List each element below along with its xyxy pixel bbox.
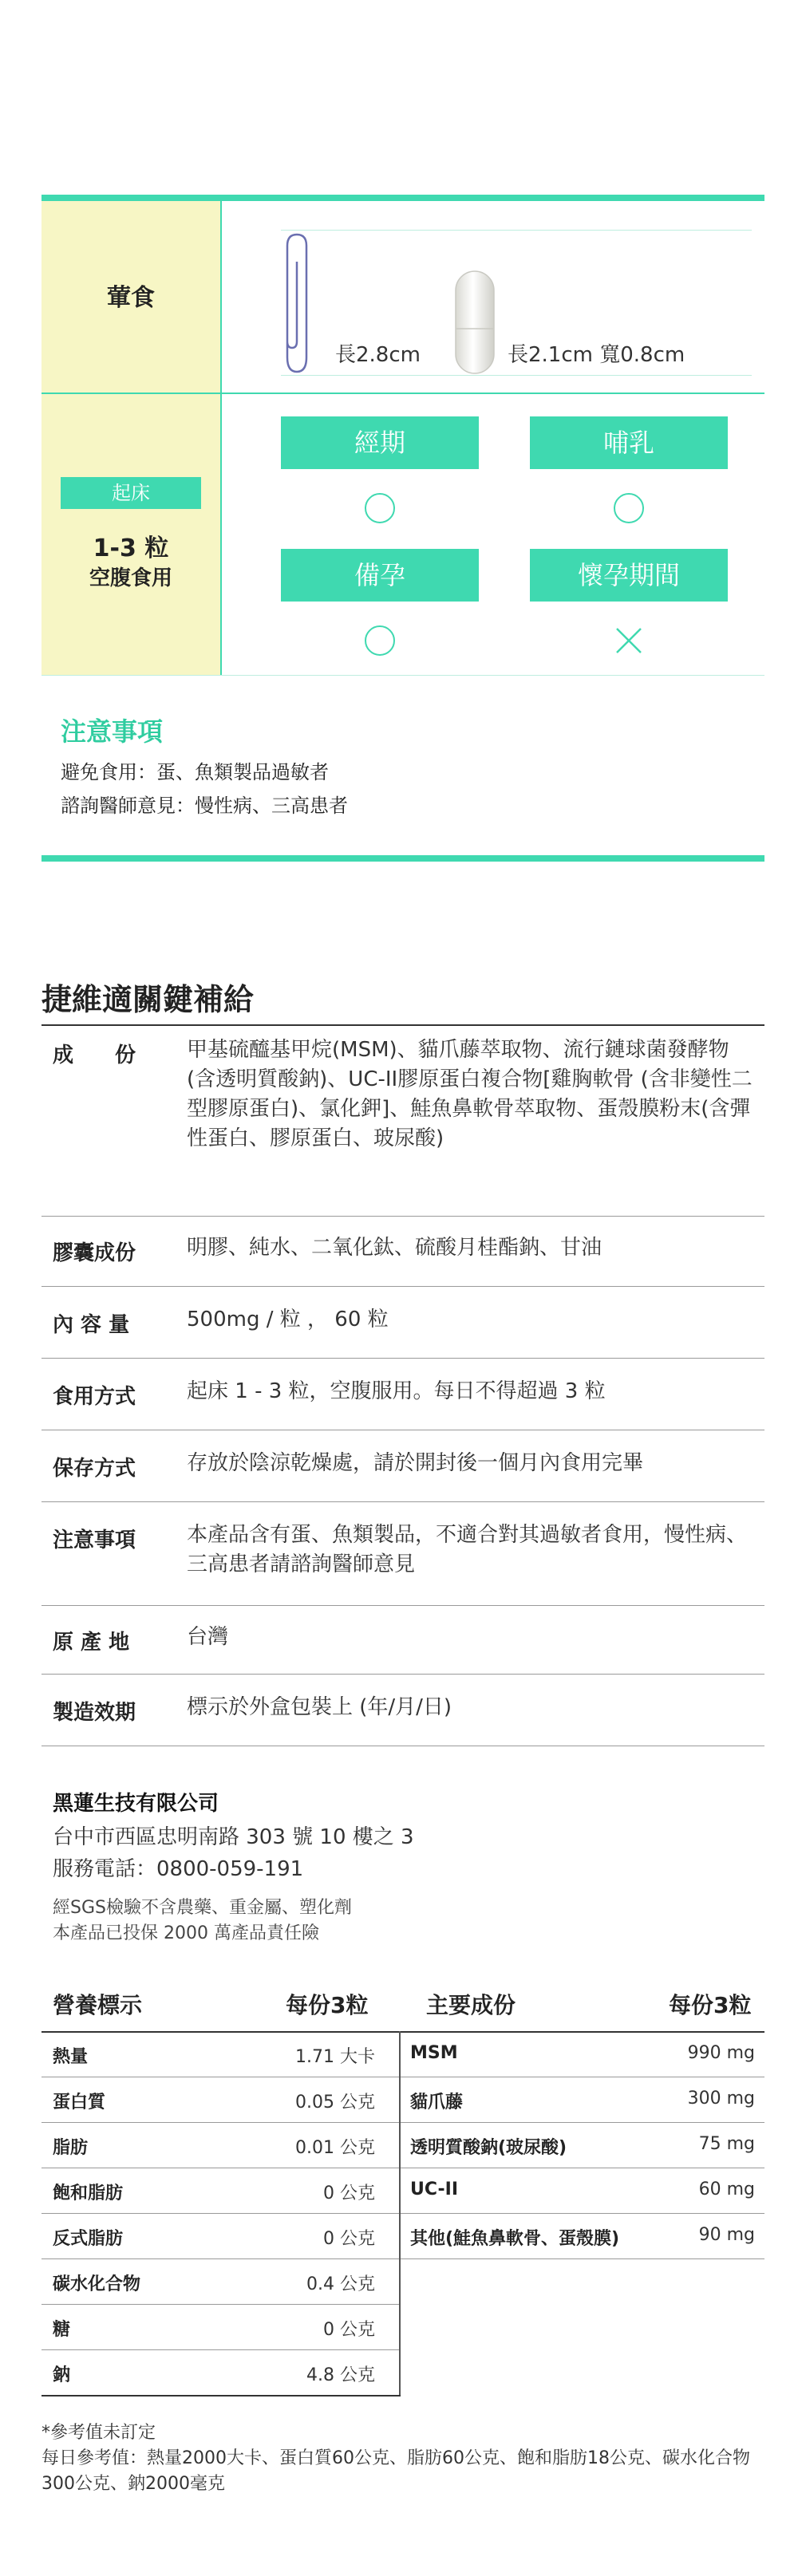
usage-side-column: [41, 201, 220, 675]
nutrition-bottom-rule: [41, 2395, 401, 2397]
nutrition-row-rule: [41, 2258, 399, 2259]
company-address: 台中市西區忠明南路 303 號 10 樓之 3: [53, 1825, 414, 1849]
ingredient-row-value: 300 mg: [687, 2089, 755, 2109]
capsule-icon: [452, 270, 497, 375]
nutrition-row-rule: [41, 2122, 399, 2123]
spec-row-rule: [41, 1286, 764, 1287]
nutrition-row-value: 0.01 公克: [295, 2138, 375, 2158]
footnote-daily-values: 每日參考值：熱量2000大卡、蛋白質60公克、脂肪60公克、飽和脂肪18公克、碳水化合物300公克、鈉2000毫克: [41, 2448, 750, 2494]
ingredient-row-label: MSM: [410, 2043, 458, 2063]
capsule-size-text: 長2.1cm 寬0.8cm: [508, 343, 685, 367]
size-guide-line: [281, 230, 752, 231]
notice-line: 諮詢醫師意見：慢性病、三高患者: [61, 795, 348, 817]
spec-row-rule: [41, 1501, 764, 1502]
spec-label-origin: 原 產 地: [53, 1631, 130, 1655]
ingredient-row-rule: [401, 2258, 764, 2259]
dose-instruction: 空腹食用: [89, 566, 172, 590]
nutrition-row-value: 0 公克: [323, 2320, 375, 2340]
notice-title: 注意事項: [61, 716, 164, 747]
usage-column-divider: [220, 201, 222, 675]
nutrition-row-value: 0 公克: [323, 2229, 375, 2249]
nutrition-row-rule: [41, 2349, 399, 2350]
notice-divider: [41, 855, 764, 862]
spec-row-rule: [41, 1358, 764, 1359]
nutrition-heading: 營養標示: [53, 1992, 143, 2018]
suitable-circle-icon: [365, 625, 395, 656]
nutrition-top-rule: [41, 2031, 764, 2033]
ingredient-row-value: 60 mg: [698, 2180, 755, 2199]
nutrition-row-label: 碳水化合物: [53, 2274, 141, 2294]
ingredient-row-rule: [401, 2122, 764, 2123]
ingredient-row-rule: [401, 2213, 764, 2214]
nutrition-serving: 每份3粒: [286, 1992, 369, 2018]
usage-row-divider: [41, 393, 764, 394]
situation-menstruation: 經期: [281, 416, 479, 469]
spec-title: 捷維適關鍵補給: [41, 982, 255, 1017]
nutrition-row-rule: [41, 2304, 399, 2305]
spec-label-caution: 注意事項: [53, 1529, 136, 1552]
nutrition-row-label: 糖: [53, 2320, 71, 2340]
clip-size-text: 長2.8cm: [335, 343, 421, 367]
size-guide-line: [281, 375, 752, 376]
spec-row-rule: [41, 1605, 764, 1606]
paperclip-icon: [281, 230, 313, 377]
top-divider: [41, 195, 764, 201]
nutrition-row-rule: [41, 2213, 399, 2214]
spec-value-capsule: 明膠、純水、二氧化鈦、硫酸月桂酯鈉、甘油: [187, 1236, 602, 1260]
usage-table: [41, 201, 764, 675]
nutrition-row-value: 0 公克: [323, 2183, 375, 2203]
nutrition-row-value: 1.71 大卡: [295, 2047, 375, 2067]
spec-value-content: 500mg / 粒 ， 60 粒: [187, 1308, 389, 1331]
spec-value-ingredients: 甲基硫醯基甲烷(MSM)、貓爪藤萃取物、流行鏈球菌發酵物(含透明質酸鈉)、UC-II膠原蛋白複合物[雞胸軟骨 (含非變性二型膠原蛋白)、氯化鉀]、鮭魚鼻軟骨萃取物、蛋殼膜粉末(含彈性蛋白、膠原蛋白、玻尿酸): [187, 1038, 753, 1150]
spec-row-rule: [41, 1674, 764, 1675]
company-name: 黑蓮生技有限公司: [53, 1792, 219, 1816]
nutrition-row-label: 蛋白質: [53, 2093, 106, 2112]
ingredient-row-label: 其他(鮭魚鼻軟骨、蛋殼膜): [410, 2229, 620, 2249]
spec-top-rule: [41, 1024, 764, 1026]
spec-value-caution: 本產品含有蛋、魚類製品，不適合對其過敏者食用，慢性病、三高患者請諮詢醫師意見: [187, 1523, 748, 1576]
spec-value-storage: 存放於陰涼乾燥處，請於開封後一個月內食用完畢: [187, 1451, 644, 1475]
nutrition-row-label: 反式脂肪: [53, 2229, 124, 2249]
wake-badge: 起床: [61, 477, 201, 509]
insurance-note: 本產品已投保 2000 萬產品責任險: [53, 1923, 319, 1943]
situation-breastfeeding: 哺乳: [530, 416, 728, 469]
spec-label-capsule: 膠囊成份: [53, 1241, 136, 1265]
suitable-circle-icon: [365, 493, 395, 523]
nutrition-row-label: 鈉: [53, 2365, 71, 2385]
ingredient-row-value: 75 mg: [698, 2134, 755, 2154]
ingredient-row-label: 貓爪藤: [410, 2093, 464, 2112]
suitable-circle-icon: [614, 493, 644, 523]
ingredient-row-label: UC-II: [410, 2180, 459, 2199]
spec-label-expiry: 製造效期: [53, 1701, 136, 1725]
spec-value-usage: 起床 1 - 3 粒，空腹服用。每日不得超過 3 粒: [187, 1379, 606, 1403]
notice-line: 避免食用：蛋、魚類製品過敏者: [61, 761, 329, 783]
nutrition-row-value: 4.8 公克: [306, 2365, 375, 2385]
spec-row-rule: [41, 1216, 764, 1217]
nutrition-row-value: 0.05 公克: [295, 2093, 375, 2112]
spec-label-usage: 食用方式: [53, 1385, 136, 1409]
nutrition-row-value: 0.4 公克: [306, 2274, 375, 2294]
spec-label-ingredients: 成 份: [53, 1043, 136, 1067]
sgs-note: 經SGS檢驗不含農藥、重金屬、塑化劑: [53, 1898, 352, 1918]
spec-value-expiry: 標示於外盒包裝上 (年/月/日): [187, 1695, 452, 1719]
spec-label-storage: 保存方式: [53, 1457, 136, 1481]
situation-trying-to-conceive: 備孕: [281, 549, 479, 602]
ingredient-row-value: 990 mg: [687, 2043, 755, 2063]
dose-amount: 1-3 粒: [93, 535, 169, 562]
ingredient-row-label: 透明質酸鈉(玻尿酸): [410, 2138, 567, 2158]
not-suitable-cross-icon: [614, 625, 644, 656]
nutrition-row-label: 脂肪: [53, 2138, 89, 2158]
spec-label-content: 內 容 量: [53, 1313, 130, 1337]
ingredients-serving: 每份3粒: [669, 1992, 752, 2018]
situation-pregnancy: 懷孕期間: [530, 549, 728, 602]
ingredient-row-value: 90 mg: [698, 2225, 755, 2245]
company-phone: 服務電話：0800-059-191: [53, 1857, 304, 1881]
usage-bottom-line: [41, 675, 764, 676]
footnote-reference: *參考值未訂定: [41, 2423, 156, 2443]
diet-type-label: 葷食: [107, 284, 155, 312]
nutrition-row-label: 熱量: [53, 2047, 89, 2067]
ingredients-heading: 主要成份: [426, 1992, 516, 2018]
nutrition-row-label: 飽和脂肪: [53, 2183, 124, 2203]
spec-value-origin: 台灣: [187, 1625, 229, 1649]
